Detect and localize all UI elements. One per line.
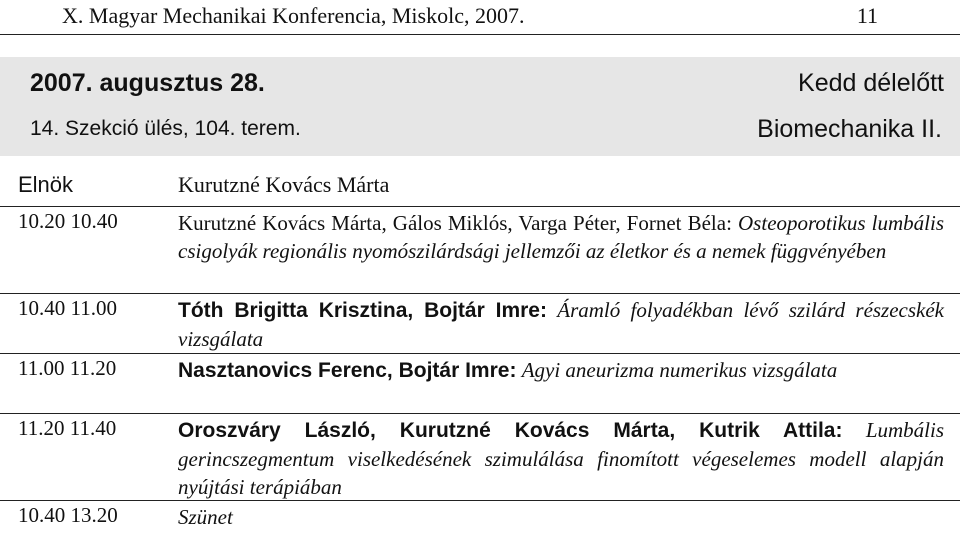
talk-row [0, 414, 960, 501]
talk-row [0, 207, 960, 294]
talk-time: 11.00 11.20 [18, 356, 117, 380]
break-row [0, 501, 960, 536]
page-number: 11 [856, 3, 878, 28]
talk-title: Osteoporotikus lumbális csigolyák regionális nyomószilárdsági jellemzői az életkor és a nemek függvényében [178, 211, 944, 263]
session-date: 2007. augusztus 28. [30, 69, 265, 97]
chair-name: Kurutzné Kovács Márta [178, 172, 390, 197]
talk-row [0, 294, 960, 354]
talk-body [178, 209, 944, 265]
date-row [0, 69, 960, 109]
conference-title: X. Magyar Mechanikai Konferencia, Miskolc, 2007. [62, 3, 525, 28]
chair-row [0, 168, 960, 207]
talk-time: 10.40 11.00 [18, 296, 117, 320]
session-row [0, 115, 960, 155]
session-header [0, 57, 960, 156]
talk-authors: Kurutzné Kovács Márta, Gálos Miklós, Varga Péter, Fornet Béla: [178, 211, 732, 235]
session-day-part: Kedd délelőtt [798, 69, 944, 97]
talk-row [0, 354, 960, 414]
talk-title: Szünet [178, 505, 233, 529]
chair-label: Elnök [18, 172, 74, 197]
talk-time: 11.20 11.40 [18, 416, 117, 440]
talk-title: Lumbális gerincszegmentum viselkedésének szimulálása finomított végeselemes modell alapján nyújtási terápiában [178, 418, 945, 499]
talk-authors: Tóth Brigitta Krisztina, Bojtár Imre: [178, 299, 547, 322]
talk-authors: Nasztanovics Ferenc, Bojtár Imre: [178, 359, 517, 382]
session-name: 14. Szekció ülés, 104. terem. [30, 117, 301, 140]
talk-body [178, 503, 944, 531]
talk-authors: Oroszváry László, Kurutzné Kovács Márta, Kutrik Attila: [178, 419, 843, 442]
session-topic: Biomechanika II. [757, 115, 942, 143]
talk-title: Áramló folyadékban lévő szilárd részecskék vizsgálata [178, 298, 945, 351]
talk-title: Agyi aneurizma numerikus vizsgálata [521, 358, 838, 382]
talk-body [178, 296, 944, 353]
talk-time: 10.20 10.40 [18, 209, 118, 233]
talk-body [178, 416, 944, 501]
running-header [0, 0, 960, 35]
talk-body [178, 356, 944, 385]
talk-time: 10.40 13.20 [18, 503, 118, 527]
